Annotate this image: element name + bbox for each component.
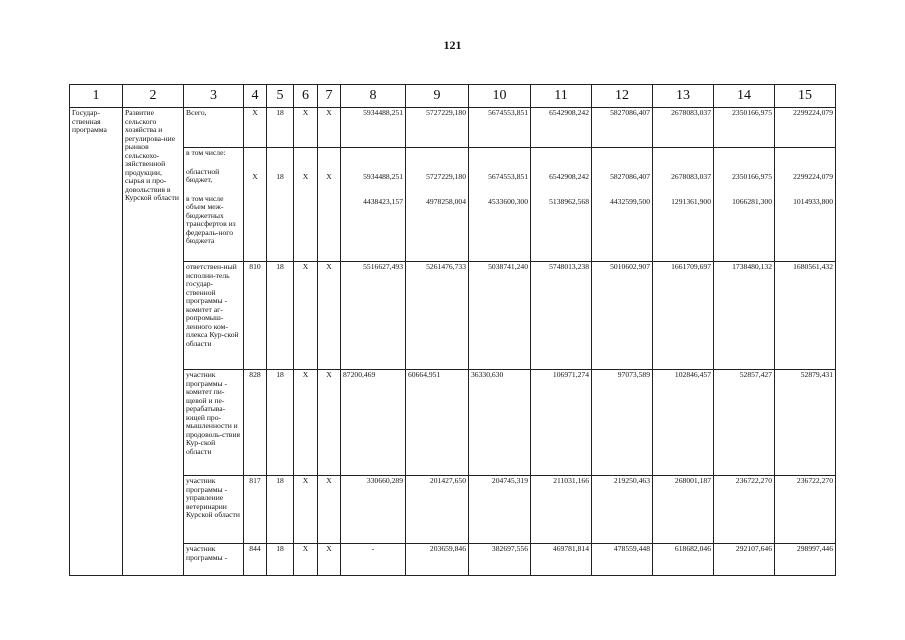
executor-value: 5261476,733	[406, 262, 469, 370]
executor-value: 211031,166	[531, 476, 592, 544]
header-cell: 1	[70, 85, 123, 108]
executor-c6: X	[294, 544, 318, 576]
executor-section: 18	[267, 262, 294, 370]
header-cell: 5	[267, 85, 294, 108]
total-label: Всего,	[184, 108, 244, 148]
total-value: 5674553,851	[469, 108, 531, 148]
executor-value: 5516627,493	[341, 262, 406, 370]
total-value: 2678083,037	[653, 108, 714, 148]
executor-value: 219250,463	[592, 476, 653, 544]
executor-value: 330660,289	[341, 476, 406, 544]
executor-c7: X	[318, 544, 341, 576]
executor-value: 1738480,132	[714, 262, 775, 370]
header-cell: 4	[244, 85, 267, 108]
executor-value: 36330,630	[469, 370, 531, 476]
including-c7: X	[326, 172, 332, 181]
executor-label: участник программы - комитет пи-щевой и пе-рерабатыва-ющей про-мышленности и продоволь-ствия Кур-ской области	[184, 370, 244, 476]
total-c4: X	[244, 108, 267, 148]
regional-value: 5934488,251	[363, 172, 403, 181]
including-label: в том числе:	[186, 148, 226, 157]
regional-value: 2299224,079	[793, 172, 833, 181]
header-cell: 11	[531, 85, 592, 108]
regional-value: 2678083,037	[671, 172, 711, 181]
executor-value: 1680561,432	[775, 262, 836, 370]
executor-label: ответствен-ный исполни-тель государ-ственной программы - комитет аг-ропромыш-ленного ком-плекса Кур-ской области	[184, 262, 244, 370]
executor-section: 18	[267, 544, 294, 576]
executor-value: 203659,846	[406, 544, 469, 576]
header-cell: 15	[775, 85, 836, 108]
federal-value: 4438423,157	[363, 196, 403, 206]
header-cell: 13	[653, 85, 714, 108]
executor-value: 236722,270	[775, 476, 836, 544]
executor-label: участник программы - управление ветеринарии Курской области	[184, 476, 244, 544]
header-cell: 12	[592, 85, 653, 108]
total-value: 5727229,180	[406, 108, 469, 148]
table-row	[70, 262, 836, 370]
executor-value: 1661709,697	[653, 262, 714, 370]
executor-code: 810	[244, 262, 267, 370]
executor-c7: X	[318, 370, 341, 476]
header-cell: 10	[469, 85, 531, 108]
table-row	[70, 370, 836, 476]
total-value: 2350166,975	[714, 108, 775, 148]
executor-value: 52857,427	[714, 370, 775, 476]
header-cell: 9	[406, 85, 469, 108]
table-row-total	[70, 108, 836, 148]
executor-value: 469781,814	[531, 544, 592, 576]
status-cell: Государ-ственная программа	[70, 108, 123, 576]
federal-value: 5138962,568	[549, 196, 589, 206]
executor-value: 292107,646	[714, 544, 775, 576]
budget-table	[69, 84, 836, 576]
regional-value: 5727229,180	[426, 172, 466, 181]
executor-value: 87200,469	[341, 370, 406, 476]
total-c6: X	[294, 108, 318, 148]
regional-value: 6542908,242	[549, 172, 589, 181]
executor-label: участник программы -	[184, 544, 244, 576]
executor-value: 5038741,240	[469, 262, 531, 370]
executor-c6: X	[294, 370, 318, 476]
regional-value: 2350166,975	[732, 172, 772, 181]
header-cell: 2	[123, 85, 184, 108]
header-row	[70, 85, 836, 108]
total-value: 5934488,251	[341, 108, 406, 148]
program-name-cell: Развитие сельского хозяйства и регулирова-ние рынков сельскохо-зяйственной продукции, сырья и про-довольствия в Курской области	[123, 108, 184, 576]
header-cell: 7	[318, 85, 341, 108]
executor-value: 478559,448	[592, 544, 653, 576]
total-value: 2299224,079	[775, 108, 836, 148]
executor-value: 201427,650	[406, 476, 469, 544]
executor-c7: X	[318, 476, 341, 544]
regional-value: 5827086,407	[610, 172, 650, 181]
table-row	[70, 476, 836, 544]
federal-value: 1291361,900	[671, 196, 711, 206]
including-c5: 18	[276, 172, 284, 181]
executor-value: -	[341, 544, 406, 576]
executor-value: 268001,187	[653, 476, 714, 544]
regional-value: 5674553,851	[488, 172, 528, 181]
executor-c7: X	[318, 262, 341, 370]
executor-value: 52879,431	[775, 370, 836, 476]
executor-value: 5748013,238	[531, 262, 592, 370]
header-cell: 6	[294, 85, 318, 108]
executor-value: 97073,589	[592, 370, 653, 476]
executor-code: 817	[244, 476, 267, 544]
including-label-cell	[184, 148, 244, 262]
executor-code: 828	[244, 370, 267, 476]
executor-c6: X	[294, 262, 318, 370]
executor-value: 5010602,907	[592, 262, 653, 370]
total-c7: X	[318, 108, 341, 148]
including-c6: X	[302, 172, 309, 181]
header-cell: 3	[184, 85, 244, 108]
executor-value: 204745,319	[469, 476, 531, 544]
executor-value: 618682,046	[653, 544, 714, 576]
executor-value: 60664,951	[406, 370, 469, 476]
executor-value: 102846,457	[653, 370, 714, 476]
table-row	[70, 544, 836, 576]
total-value: 5827086,407	[592, 108, 653, 148]
header-cell: 14	[714, 85, 775, 108]
federal-value: 4432599,500	[610, 196, 650, 206]
header-cell: 8	[341, 85, 406, 108]
executor-value: 382697,556	[469, 544, 531, 576]
executor-code: 844	[244, 544, 267, 576]
table-row-including	[70, 148, 836, 262]
executor-value: 298997,446	[775, 544, 836, 576]
executor-value: 106971,274	[531, 370, 592, 476]
federal-transfers-label: в том числе объем меж-бюджетных трансфертов из федераль-ного бюджета	[186, 193, 236, 245]
executor-c6: X	[294, 476, 318, 544]
executor-section: 18	[267, 476, 294, 544]
federal-value: 1014933,800	[793, 196, 833, 206]
executor-value: 236722,270	[714, 476, 775, 544]
federal-value: 1066281,300	[732, 196, 772, 206]
federal-value: 4978258,004	[426, 196, 466, 206]
total-value: 6542908,242	[531, 108, 592, 148]
including-c4: X	[252, 172, 258, 181]
total-c5: 18	[267, 108, 294, 148]
regional-budget-label: областной бюджет,	[186, 166, 220, 184]
page-number: 121	[443, 38, 462, 52]
federal-value: 4533600,300	[488, 196, 528, 206]
executor-section: 18	[267, 370, 294, 476]
